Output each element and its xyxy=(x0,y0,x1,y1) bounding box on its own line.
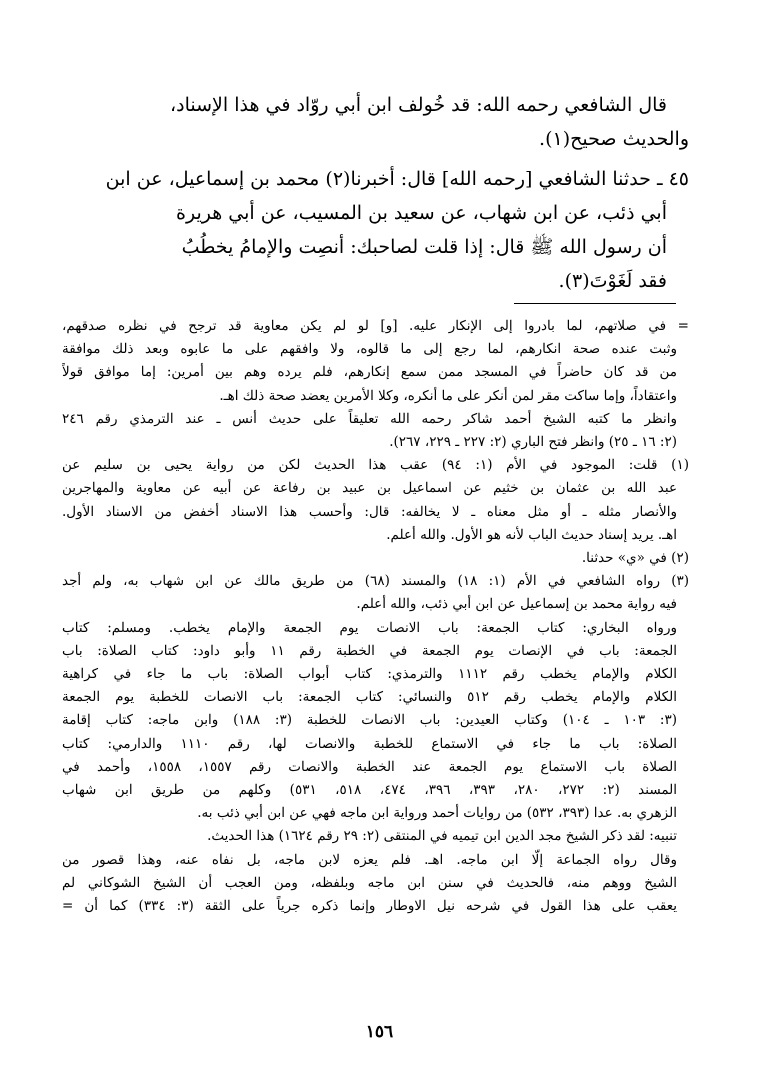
footnote-line: عبد الله بن عثمان بن خثيم عن اسماعيل بن عبيد بن رفاعة عن أبيه عن معاوية والمهاجرين xyxy=(62,480,677,497)
main-text xyxy=(70,88,689,156)
hadith-line-4: فقد لَغَوْتَ(٣). xyxy=(558,270,667,292)
footnote-line: واعتقاداً، وإما ساكت مقر لمن أنكر على ما أنكره، وكلا الأمرين يعضد صحة ذلك اهـ. xyxy=(219,387,677,404)
footnote-line: الشيخ ووهم منه، فالحديث في سنن ابن ماجه وبلفظه، ومن العجب أن الشيخ الشوكاني لم xyxy=(62,874,677,891)
footnote-line: الصلاة باب الاستماع يوم الجمعة عند الخطبة والانصات رقم ١٥٥٧، ١٥٥٨، وأحمد في xyxy=(62,758,677,775)
footnote-line: ورواه البخاري: كتاب الجمعة: باب الانصات يوم الجمعة والإمام يخطب. ومسلم: كتاب xyxy=(62,619,677,636)
page-number: ١٥٦ xyxy=(365,1022,394,1042)
footnote-line: = في صلاتهم، لما بادروا إلى الإنكار عليه. [و] لو لم يكن معاوية قد ترجح في نظره صدقهم، xyxy=(62,318,689,334)
footnote-line: الصلاة: باب ما جاء في الاستماع للخطبة والانصات لها، رقم ١١١٠ والدارمي: كتاب xyxy=(62,735,677,752)
hadith-45 xyxy=(70,162,689,298)
footnote-line: وثبت عنده صحة انكارهم، لما رجع إلى ما قالوه، ولا وافقهم على ما عابوه وبعد ذلك موافقة xyxy=(62,341,677,358)
hadith-line-1: ٤٥ ـ حدثنا الشافعي [رحمه الله] قال: أخبرنا(٢) محمد بن إسماعيل، عن ابن xyxy=(105,168,689,190)
footnote-line: وقال رواه الجماعة إلّا ابن ماجه. اهـ. فلم يعزه لابن ماجه، بل نفاه عنه، وهذا قصور من xyxy=(62,851,677,868)
footnote-line: (٢: ١٦ ـ ٢٥) وانظر فتح الباري (٢: ٢٢٧ ـ ٢٢٩، ٢٦٧). xyxy=(389,434,677,451)
para1-line-1: قال الشافعي رحمه الله: قد خُولف ابن أبي روّاد في هذا الإسناد، xyxy=(170,94,667,116)
footnotes xyxy=(62,315,689,918)
footnote-line: المسند (٢: ٢٧٢، ٢٨٠، ٣٩٣، ٣٩٦، ٤٧٤، ٥١٨، ٥٣١) وكلهم من طريق ابن شهاب xyxy=(62,782,678,799)
footnote-line: (٢) في «ي» حدثنا. xyxy=(581,550,689,567)
footnote-line: يعقب على هذا القول في شرحه نيل الاوطار وإنما ذكره جرياً على الثقة (٣: ٣٣٤) كما أن = xyxy=(62,898,678,915)
para1-line-2: والحديث صحيح(١). xyxy=(539,128,689,150)
footnote-line: الكلام والإمام يخطب رقم ٥١٢ والنسائي: كتاب الجمعة: باب الانصات للخطبة يوم الجمعة xyxy=(62,689,677,706)
footnote-line: تنبيه: لقد ذكر الشيخ مجد الدين ابن تيميه في المنتقى (٢: ٢٩ رقم ١٦٢٤) هذا الحديث. xyxy=(207,828,677,845)
hadith-line-2: أبي ذئب، عن ابن شهاب، عن سعيد بن المسيب، عن أبي هريرة xyxy=(176,202,667,224)
hadith-line-3: أن رسول الله ﷺ قال: إذا قلت لصاحبك: أنصِت والإمامُ يخطُبُ xyxy=(181,236,667,258)
footnote-line: اهـ. يريد إسناد حديث الباب لأنه هو الأول. والله أعلم. xyxy=(386,526,677,543)
footnote-line: الزهري به. عدا (٣٩٣، ٥٣٢) من روايات أحمد ورواية ابن ماجه فهي عن ابن أبي ذئب به. xyxy=(197,805,677,822)
footnote-line: الكلام والإمام يخطب رقم ١١١٢ والترمذي: كتاب أبواب الصلاة: باب ما جاء في كراهية xyxy=(62,666,677,683)
footnote-line: (٣: ١٠٣ ـ ١٠٤) وكتاب العيدين: باب الانصات للخطبة (٣: ١٨٨) وابن ماجه: كتاب إقامة xyxy=(62,712,678,729)
footnote-line: (٣) رواه الشافعي في الأم (١: ١٨) والمسند (٦٨) من طريق مالك عن ابن شهاب به، ولم أجد xyxy=(62,573,689,590)
footnote-line: الجمعة: باب في الإنصات يوم الجمعة في الخطبة رقم ١١ وأبو داود: كتاب الصلاة: باب xyxy=(62,642,677,659)
footnote-line: والأنصار مثله ـ أو مثل معناه ـ لا يخالفه: قال: وأحسب هذا الاسناد أخفض من الاسناد الأول. xyxy=(62,503,677,520)
footnote-line: من قد كان حاضراً في المسجد ممن سمع إنكارهم، فلم يرده وهم بين أمرين: إما موافق قولاً xyxy=(62,364,677,381)
footnote-separator xyxy=(514,303,676,304)
footnote-line: فيه رواية محمد بن إسماعيل عن ابن أبي ذئب، والله أعلم. xyxy=(356,596,677,613)
footnote-line: (١) قلت: الموجود في الأم (١: ٩٤) عقب هذا الحديث لكن من رواية يحيى بن سليم عن xyxy=(62,457,689,474)
footnote-line: وانظر ما كتبه الشيخ أحمد شاكر رحمه الله تعليقاً على حديث أنس ـ عند الترمذي رقم ٢٤٦ xyxy=(62,410,677,427)
